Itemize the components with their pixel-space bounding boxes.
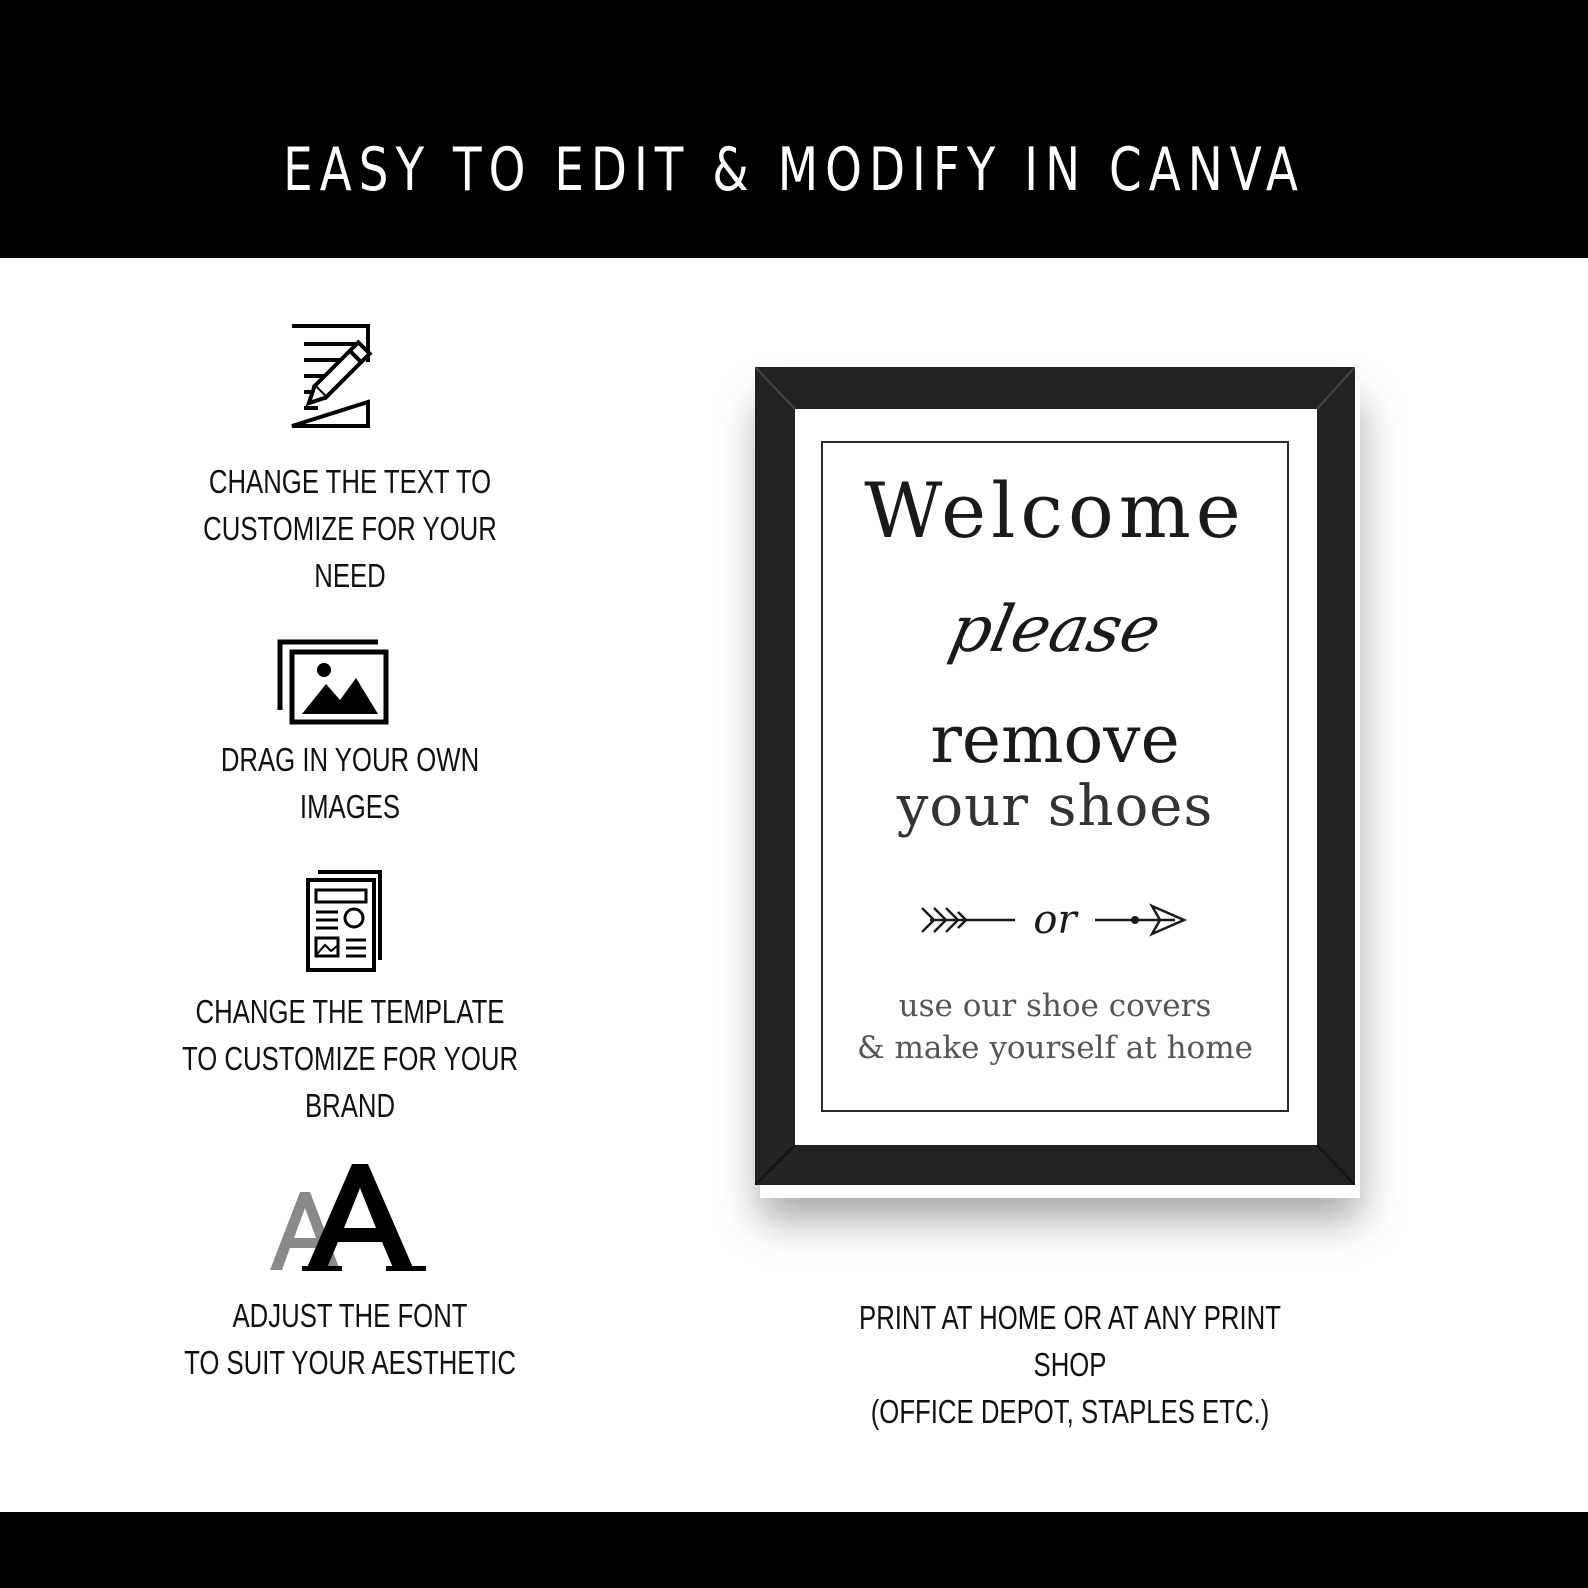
sign-covers-line2: & make yourself at home bbox=[857, 1030, 1253, 1066]
feature-text-line1: CHANGE THE TEXT TO bbox=[208, 463, 492, 500]
sign-welcome: Welcome bbox=[864, 466, 1246, 555]
sign-covers-text bbox=[821, 985, 1289, 1069]
feature-font-line2: TO SUIT YOUR AESTHETIC bbox=[184, 1344, 516, 1381]
feature-template-line2: TO CUSTOMIZE FOR YOUR BRAND bbox=[181, 1040, 519, 1124]
print-info-caption bbox=[836, 1294, 1304, 1435]
sign-please: please bbox=[943, 593, 1167, 667]
feature-images-caption bbox=[171, 736, 530, 830]
feature-template-line1: CHANGE THE TEMPLATE bbox=[195, 993, 505, 1030]
font-icon bbox=[266, 1162, 434, 1272]
feature-text-line2: CUSTOMIZE FOR YOUR NEED bbox=[203, 510, 497, 594]
print-info-line2: (OFFICE DEPOT, STAPLES ETC.) bbox=[870, 1393, 1270, 1430]
sign-covers-line1: use our shoe covers bbox=[898, 988, 1212, 1024]
footer-band bbox=[0, 1512, 1588, 1588]
images-icon bbox=[276, 638, 392, 728]
feature-font-line1: ADJUST THE FONT bbox=[232, 1297, 468, 1334]
feature-images-line1: DRAG IN YOUR OWN IMAGES bbox=[220, 741, 480, 825]
sign-your-shoes: your shoes bbox=[896, 774, 1214, 839]
sign-or: or bbox=[1015, 895, 1095, 945]
feature-text-caption bbox=[171, 458, 530, 599]
print-info-line1: PRINT AT HOME OR AT ANY PRINT SHOP bbox=[859, 1299, 1281, 1383]
feature-font-caption bbox=[171, 1292, 530, 1386]
feature-template-caption bbox=[171, 988, 530, 1129]
edit-document-icon bbox=[288, 322, 400, 430]
sign-remove: remove bbox=[930, 701, 1180, 778]
page-title: EASY TO EDIT & MODIFY IN CANVA bbox=[283, 135, 1305, 205]
template-icon bbox=[304, 868, 390, 976]
